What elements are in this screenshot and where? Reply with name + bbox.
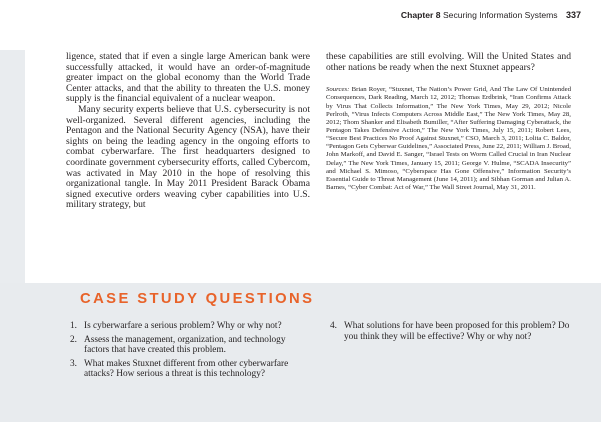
question-text: Assess the management, organization, and technology factors that have created this problem. [84, 334, 286, 356]
question-number: 3. [70, 358, 77, 369]
page-number: 337 [565, 10, 581, 20]
question-number: 2. [70, 334, 77, 345]
chapter-title: Securing Information Systems [442, 10, 558, 20]
question-item [70, 359, 306, 380]
right-column [326, 52, 571, 192]
chapter-label: Chapter 8 [400, 10, 441, 20]
running-header [401, 10, 581, 20]
question-text: What solutions for have been proposed for this problem? Do you think they will be effective? Why or why not? [344, 321, 570, 342]
left-paragraph-2: Many security experts believe that U.S. cybersecurity is not well-organized. Several different agencies, including the Pentagon and the National Security Agency (NSA), have their sights on being the leading agency in the ongoing efforts to combat cyberwarfare. The first headquarters designed to coordinate government cybersecurity efforts, called Cybercom, was activated in May 2010 in the hope of resolving this organizational tangle. In May 2011 President Barack Obama signed executive orders weaving cyber capabilities into U.S. military strategy, but [66, 103, 310, 211]
case-questions-left [70, 321, 306, 383]
sources-label: Sources: [326, 86, 350, 94]
left-column [66, 52, 310, 211]
question-number: 1. [70, 321, 77, 331]
question-number: 4. [330, 321, 337, 331]
question-item [70, 321, 306, 332]
question-text: Is cyberwarfare a serious problem? Why or why not? [84, 321, 282, 331]
right-paragraph-1: these capabilities are still evolving. Will the United States and other nations be ready when the next Stuxnet appears? [326, 51, 571, 73]
left-paragraph-1: ligence, stated that if even a single large American bank were successfully attacked, it would have an order-of-magnitude greater impact on the global economy than the World Trade Center attacks, and that the ability to threaten the U.S. money supply is the financial equivalent of a nuclear weapon. [66, 51, 310, 105]
sources-note [326, 86, 571, 192]
question-item [70, 335, 306, 356]
question-item [330, 321, 570, 342]
case-study-title: CASE STUDY QUESTIONS [80, 291, 315, 307]
case-questions-right [330, 321, 570, 345]
sources-text: Brian Royer, “Stuxnet, The Nation’s Power Grid, And The Law Of Unintended Consequences, Dark Reading, March 12, 2012; Thomas Erdbrink, “Iran Confirms Attack by Virus That Collects Information,” The New York Times, May 29, 2012; Nicole Perlroth, “Virus Infects Computers Across Middle East,” The New York Times, May 28, 2012; Thom Shanker and Elisabeth Bumiller, “After Suffering Damaging Cyberattack, the Pentagon Takes Defensive Action,” The New York Times, July 15, 2011; Robert Lees, “Secure Best Practices No Proof Against Stuxnet,” CSO, March 3, 2011; Lolita C. Baldor, “Pentagon Gets Cyberwar Guidelines,” Associated Press, June 22, 2011; William J. Broad, John Markoff, and David E. Sanger, “Israel Tests on Worm Called Crucial in Iran Nuclear Delay,” The New York Times, January 15, 2011; George V. Hulme, “SCADA Insecurity” and Michael S. Mimoso, “Cyberspace Has Gone Offensive,” Information Security’s Essential Guide to Threat Management (June 14, 2011); and Sibhan Gorman and Julian A. Barnes, “Cyber Combat: Act of War,” The Wall Street Journal, May 31, 2011. [326, 86, 571, 192]
question-text: What makes Stuxnet different from other cyberwarfare attacks? How serious a threat is this technology? [84, 358, 289, 380]
